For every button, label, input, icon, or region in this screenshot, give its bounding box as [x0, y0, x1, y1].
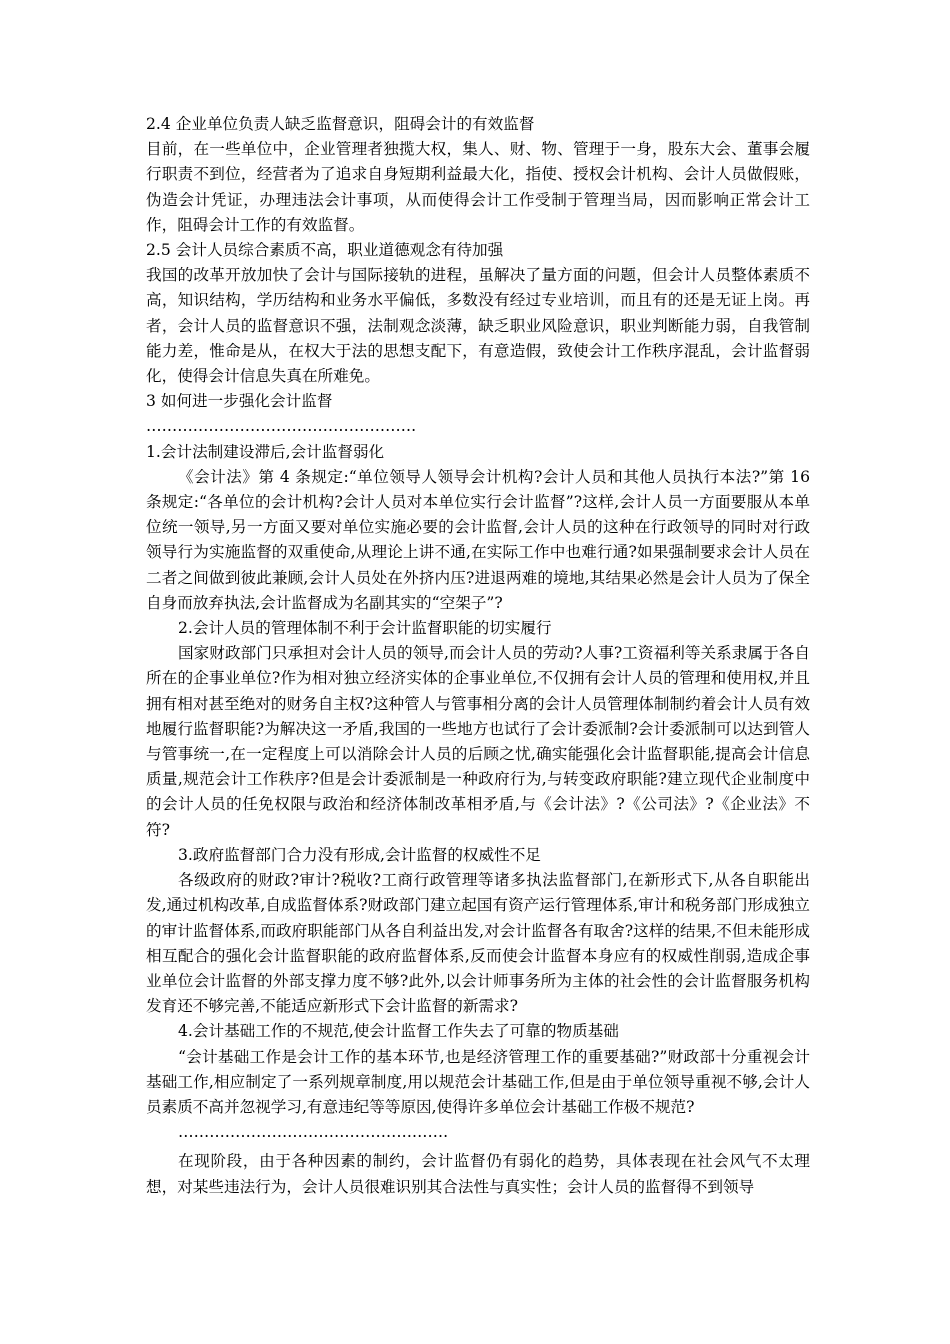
- closing-paragraph: 在现阶段，由于各种因素的制约，会计监督仍有弱化的趋势，具体表现在社会风气不太理想，对某些违法行为，会计人员很难识别其合法性与真实性；会计人员的监督得不到领导: [146, 1152, 810, 1196]
- item-heading-1: 1.会计法制建设滞后,会计监督弱化: [146, 442, 385, 461]
- item-heading-2: 2.会计人员的管理体制不利于会计监督职能的切实履行: [178, 619, 552, 638]
- section-heading-2-4: 2.4 企业单位负责人缺乏监督意识，阻碍会计的有效监督: [146, 115, 535, 133]
- item-heading-4: 4.会计基础工作的不规范,使会计监督工作失去了可靠的物质基础: [178, 1022, 619, 1041]
- item-body-3: 各级政府的财政?审计?税收?工商行政管理等诸多执法监督部门,在新形式下,从各自职能出发,通过机构改革,自成监督体系?财政部门建立起国有资产运行管理体系,审计和税务部门形成独立的审计监督体系,而政府职能部门从各自利益出发,对会计监督各有取舍?这样的结果,不但未能形成相互配合的强化会计监督职能的政府监督体系,反而使会计监督本身应有的权威性削弱,造成企事业单位会计监督的外部支撑力度不够?此外,以会计师事务所为主体的社会性的会计监督服务机构发育还不够完善,不能适应新形式下会计监督的新需求?: [146, 871, 810, 1016]
- ellipsis-separator-2: …………………………………………….: [178, 1123, 449, 1142]
- item-body-2: 国家财政部门只承担对会计人员的领导,而会计人员的劳动?人事?工资福利等关系隶属于各自所在的企事业单位?作为相对独立经济实体的企事业单位,不仅拥有会计人员的管理和使用权,并且拥有相对甚至绝对的财务自主权?这种管人与管事相分离的会计人员管理体制制约着会计人员有效地履行监督职能?为解决这一矛盾,我国的一些地方也试行了会计委派制?会计委派制可以达到管人与管事统一,在一定程度上可以消除会计人员的后顾之忧,确实能强化会计监督职能,提高会计信息质量,规范会计工作秩序?但是会计委派制是一种政府行为,与转变政府职能?建立现代企业制度中的会计人员的任免权限与政治和经济体制改革相矛盾,与《会计法》?《公司法》?《企业法》不符?: [146, 644, 810, 839]
- item-body-1: 《会计法》第 4 条规定:“单位领导人领导会计机构?会计人员和其他人员执行本法?”第 16 条规定:“各单位的会计机构?会计人员对本单位实行会计监督”?这样,会计人员一方面要服从本单位统一领导,另一方面又要对单位实施必要的会计监督,会计人员的这种在行政领导的同时对行政领导行为实施监督的双重使命,从理论上讲不通,在实际工作中也难行通?如果强制要求会计人员在二者之间做到彼此兼顾,会计人员处在外挤内压?进退两难的境地,其结果必然是会计人员为了保全自身而放弃执法,会计监督成为名副其实的“空架子”?: [146, 467, 810, 612]
- section-heading-3: 3 如何进一步强化会计监督: [146, 392, 333, 411]
- document-page: [146, 112, 810, 1200]
- section-heading-2-5: 2.5 会计人员综合素质不高，职业道德观念有待加强: [146, 241, 504, 260]
- section-body-2-5: 我国的改革开放加快了会计与国际接轨的进程，虽解决了量方面的问题，但会计人员整体素质不高，知识结构，学历结构和业务水平偏低，多数没有经过专业培训，而且有的还是无证上岗。再者，会计人员的监督意识不强，法制观念淡薄，缺乏职业风险意识，职业判断能力弱，自我管制能力差，惟命是从，在权大于法的思想支配下，有意造假，致使会计工作秩序混乱，会计监督弱化，使得会计信息失真在所难免。: [146, 266, 810, 386]
- ellipsis-separator: …………………………………………….: [146, 417, 417, 436]
- section-body-2-4: 目前，在一些单位中，企业管理者独揽大权，集人、财、物、管理于一身，股东大会、董事会履行职责不到位，经营者为了追求自身短期利益最大化，指使、授权会计机构、会计人员做假账，伪造会计凭证，办理违法会计事项，从而使得会计工作受制于管理当局，因而影响正常会计工作，阻碍会计工作的有效监督。: [146, 140, 810, 234]
- item-heading-3: 3.政府监督部门合力没有形成,会计监督的权威性不足: [178, 845, 541, 864]
- item-body-4: “会计基础工作是会计工作的基本环节,也是经济管理工作的重要基础?”财政部十分重视会计基础工作,相应制定了一系列规章制度,用以规范会计基础工作,但是由于单位领导重视不够,会计人员素质不高并忽视学习,有意违纪等等原因,使得许多单位会计基础工作极不规范?: [146, 1047, 810, 1116]
